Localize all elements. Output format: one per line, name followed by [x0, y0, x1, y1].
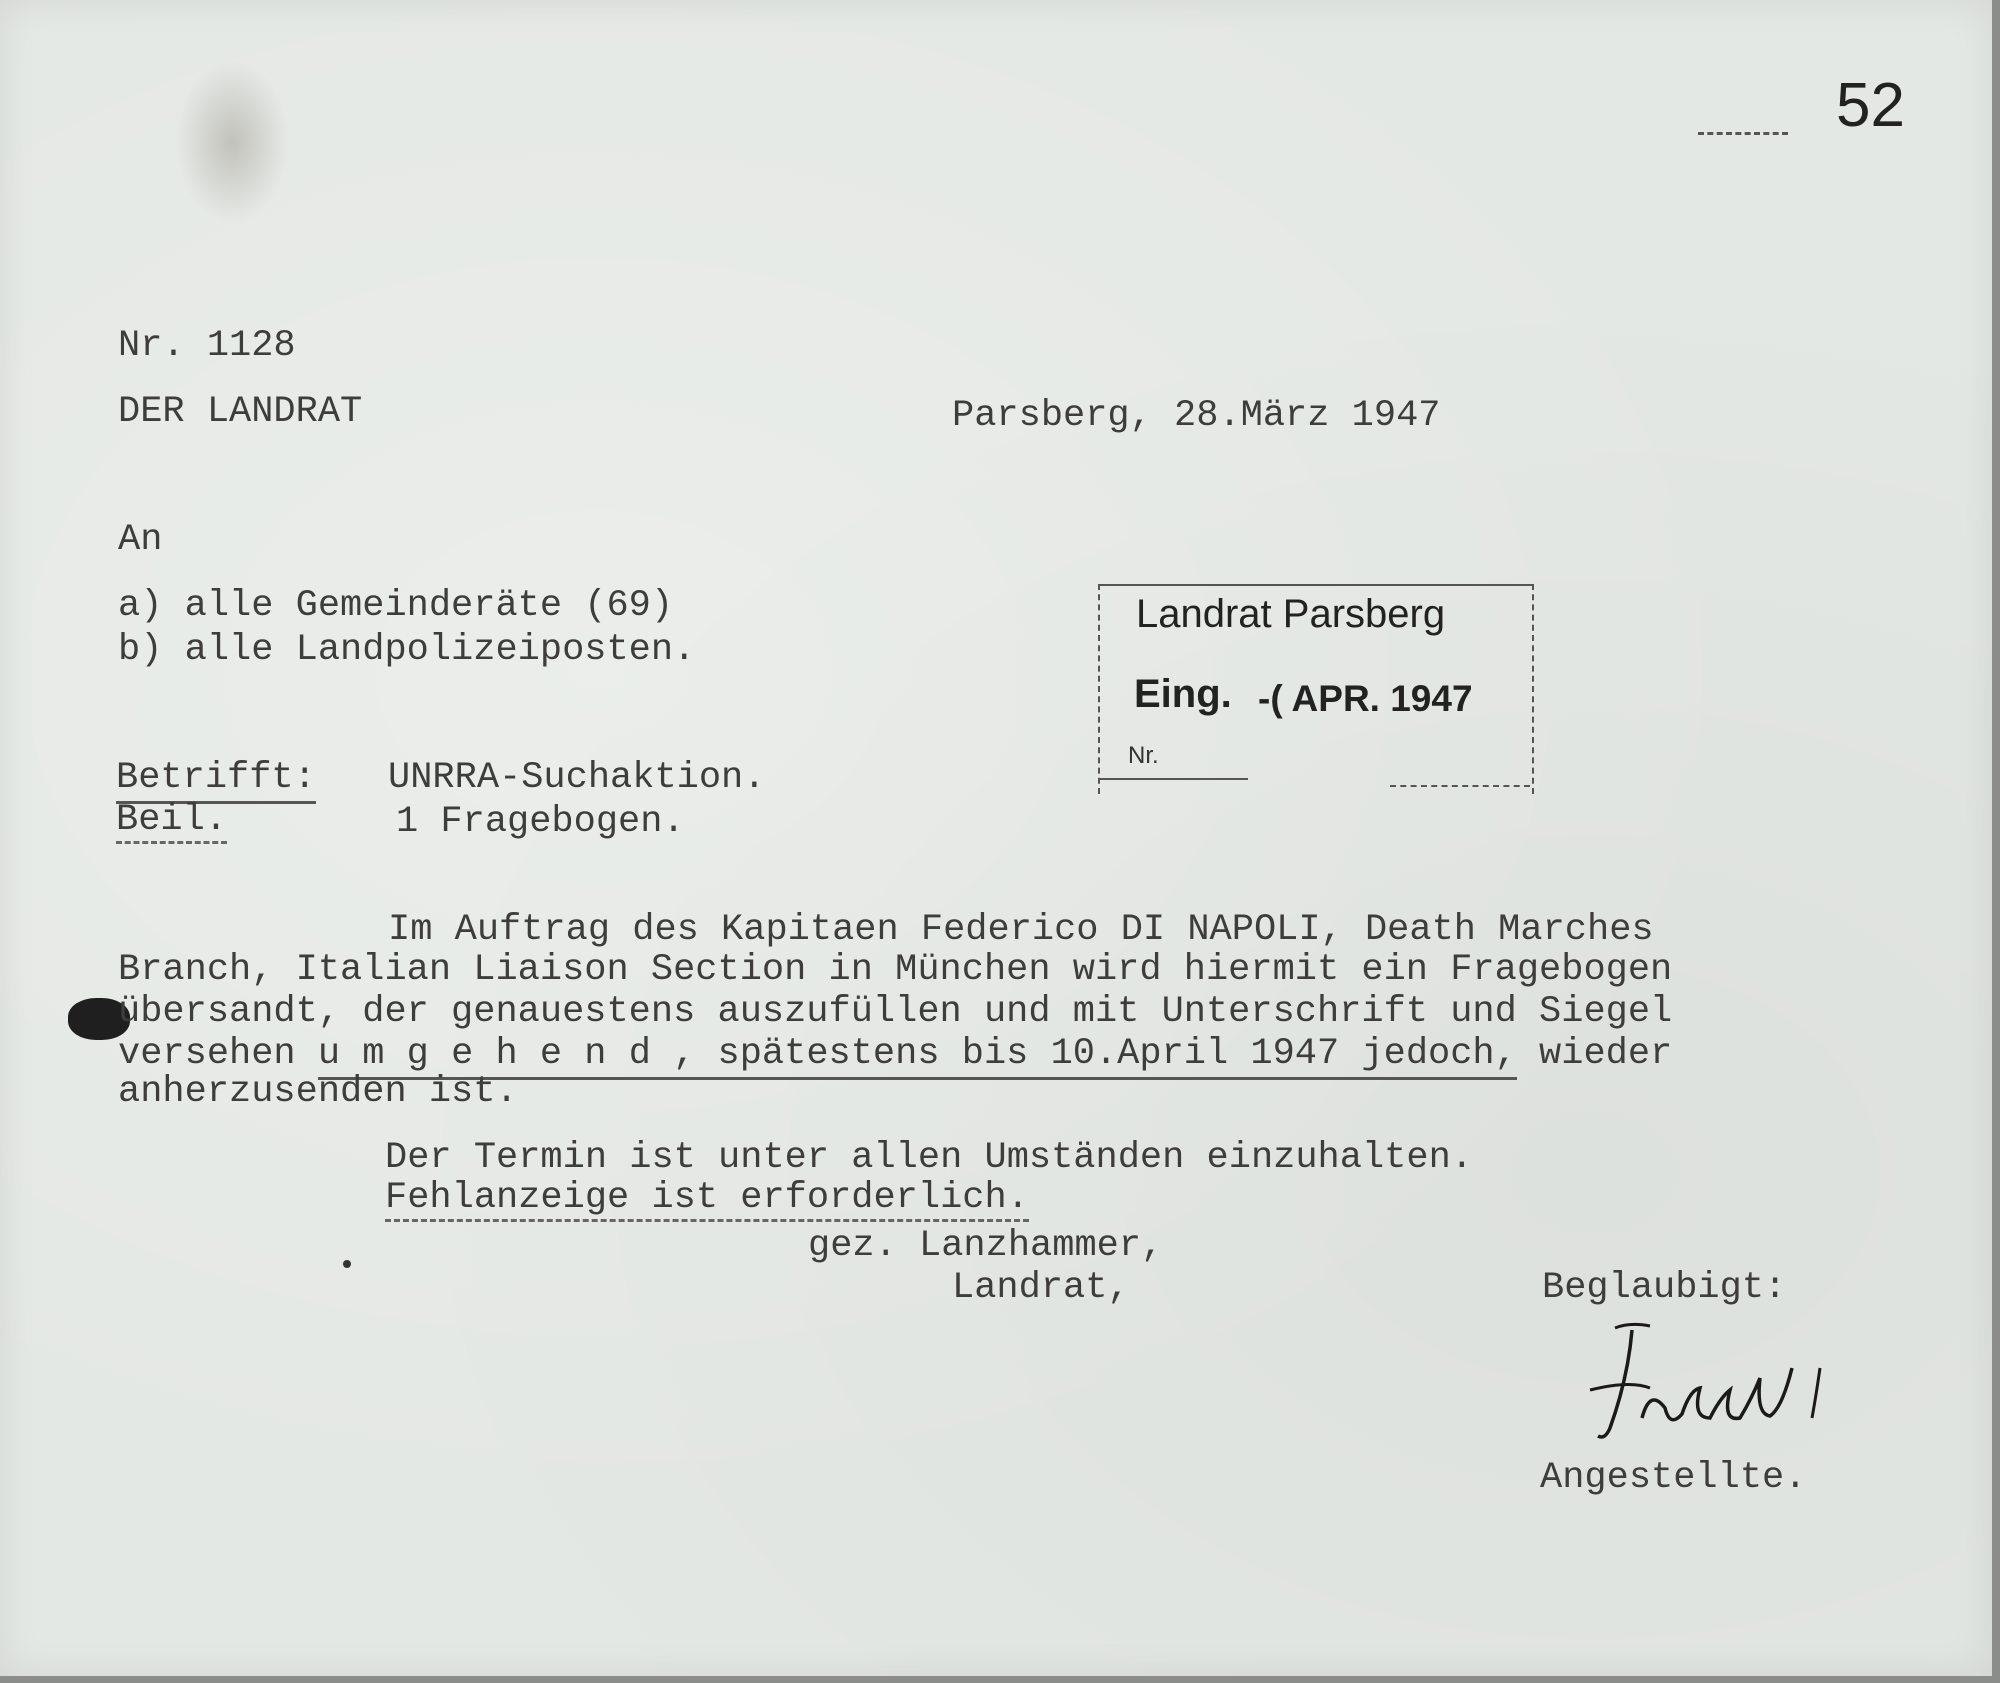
recipient-a: a) alle Gemeinderäte (69)	[118, 585, 674, 627]
deadline-note: Der Termin ist unter allen Umständen einzuhalten.	[385, 1137, 1473, 1179]
salutation: An	[118, 519, 163, 561]
enclosure-value: 1 Fragebogen.	[396, 801, 685, 843]
ink-dot	[343, 1260, 351, 1268]
enclosure-label	[116, 800, 227, 840]
body-line-3: übersandt, der genauestens auszufüllen und mit Unterschrift und Siegel	[118, 991, 1673, 1033]
page-number-dashes	[1698, 132, 1788, 135]
nil-report-note	[385, 1178, 1029, 1218]
body-line-2: Branch, Italian Liaison Section in München wird hiermit ein Fragebogen	[118, 949, 1673, 991]
stamp-number-label: Nr.	[1128, 742, 1159, 769]
handwritten-signature	[1570, 1318, 1850, 1478]
stamp-received-label: Eing.	[1134, 672, 1232, 716]
stamp-office: Landrat Parsberg	[1136, 592, 1446, 636]
scan-edge-bottom	[0, 1676, 2000, 1683]
stamp-number-line	[1390, 785, 1530, 787]
stamp-border-bottom	[1098, 778, 1248, 780]
body-line-4-end: wieder	[1516, 1033, 1673, 1075]
body-line-1: Im Auftrag des Kapitaen Federico DI NAPOLI, Death Marches	[388, 909, 1654, 951]
signer-title: Landrat,	[952, 1267, 1130, 1309]
paper-stain	[175, 60, 290, 225]
body-line-4-start: versehen	[118, 1033, 318, 1075]
place-date: Parsberg, 28.März 1947	[952, 395, 1441, 437]
sender-title: DER LANDRAT	[118, 391, 363, 433]
body-line-5: anherzusenden ist.	[118, 1071, 518, 1113]
certifier-title: Angestellte.	[1540, 1457, 1807, 1499]
stamp-received-date: -( APR. 1947	[1258, 678, 1473, 719]
certified-label: Beglaubigt:	[1542, 1267, 1787, 1309]
body-line-4	[118, 1034, 1672, 1074]
scan-edge-right	[1992, 0, 2000, 1683]
subject-label-text: Betrifft:	[116, 757, 316, 804]
subject-label	[116, 758, 316, 798]
reference-number: Nr. 1128	[118, 325, 296, 367]
nil-report-text: Fehlanzeige ist erforderlich.	[385, 1177, 1029, 1222]
body-line-4-emphasis: u m g e h e n d , spätestens bis 10.April 1947 jedoch,	[318, 1033, 1517, 1080]
enclosure-label-text: Beil.	[116, 799, 227, 844]
page-number: 52	[1836, 71, 1905, 140]
signed-by: gez. Lanzhammer,	[808, 1225, 1164, 1267]
recipient-b: b) alle Landpolizeiposten.	[118, 629, 696, 671]
subject-value: UNRRA-Suchaktion.	[388, 757, 766, 799]
